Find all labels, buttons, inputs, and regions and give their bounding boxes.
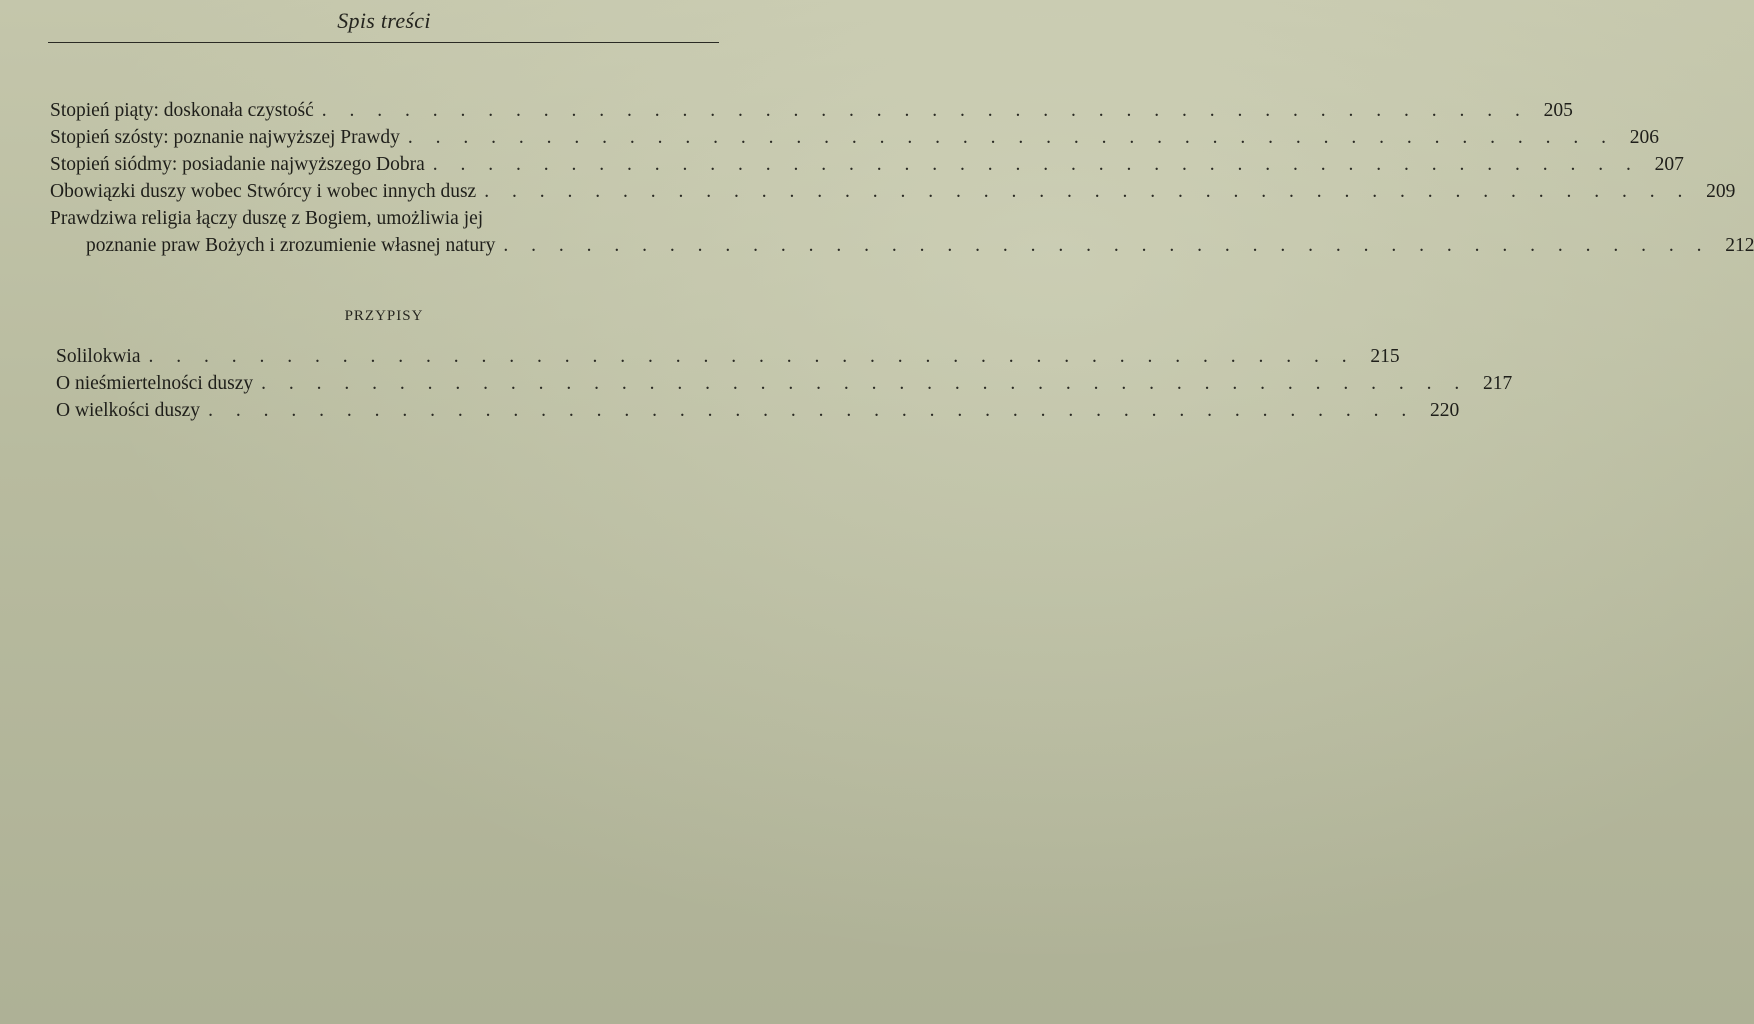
toc-entry (50, 151, 1684, 178)
toc-entry-page: 206 (1629, 127, 1659, 148)
header-rule (48, 42, 719, 43)
toc-entry (50, 124, 1659, 151)
toc-entry-title-line2: poznanie praw Bożych i zrozumienie własnej natury (86, 235, 496, 256)
toc-entry (50, 97, 1573, 124)
dot-leader: . . . . . . . . . . . . . . . . . . . . . . . . . . . . . . . . . . . . . . . . . . . . (321, 100, 1529, 121)
dot-leader: . . . . . . . . . . . . . . . . . . . . . . . . . . . . . . . . . . . . . . . . . . . . (208, 400, 1416, 421)
toc-entry-title: Stopień siódmy: posiadanie najwyższego Dobra (50, 154, 425, 175)
toc-entry-title: O wielkości duszy (56, 400, 201, 421)
toc-entry-page: 209 (1706, 181, 1736, 202)
dot-leader: . . . . . . . . . . . . . . . . . . . . . . . . . . . . . . . . . . . . . . . . . . . . (484, 181, 1692, 202)
table-of-contents (50, 97, 1754, 259)
toc-entry-title: O nieśmiertelności duszy (56, 373, 254, 394)
section-heading: PRZYPISY (344, 308, 424, 324)
toc-entry-title: Obowiązki duszy wobec Stwórcy i wobec innych dusz (50, 181, 477, 202)
toc-entry (56, 343, 1400, 370)
toc-entry-title: Solilokwia (56, 346, 141, 367)
notes-table-of-contents (56, 343, 1513, 424)
dot-leader: . . . . . . . . . . . . . . . . . . . . . . . . . . . . . . . . . . . . . . . . . . . . (261, 373, 1469, 394)
toc-entry-page: 205 (1543, 100, 1573, 121)
dot-leader: . . . . . . . . . . . . . . . . . . . . . . . . . . . . . . . . . . . . . . . . . . . . (407, 127, 1615, 148)
toc-entry-page: 220 (1429, 400, 1460, 421)
toc-entry-title: Stopień szósty: poznanie najwyższej Prawdy (50, 127, 400, 148)
dot-leader: . . . . . . . . . . . . . . . . . . . . . . . . . . . . . . . . . . . . . . . . . . . . (432, 154, 1640, 175)
dot-leader: . . . . . . . . . . . . . . . . . . . . . . . . . . . . . . . . . . . . . . . . . . . . (148, 346, 1356, 367)
toc-entry-page: 215 (1370, 346, 1400, 367)
dot-leader: . . . . . . . . . . . . . . . . . . . . . . . . . . . . . . . . . . . . . . . . . . . . (503, 235, 1711, 256)
toc-entry-page: 212 (1725, 235, 1754, 256)
toc-entry-title-line1: Prawdziwa religia łączy duszę z Bogiem, umożliwia jej (50, 208, 484, 229)
toc-entry-title: Stopień piąty: doskonała czystość (50, 100, 314, 121)
toc-entry-page: 207 (1654, 154, 1684, 175)
toc-entry (56, 397, 1460, 424)
toc-entry-page: 217 (1483, 373, 1513, 394)
toc-entry (56, 370, 1513, 397)
toc-entry (50, 178, 1736, 205)
toc-entry (50, 205, 1754, 259)
running-header: Spis treści (337, 8, 431, 33)
